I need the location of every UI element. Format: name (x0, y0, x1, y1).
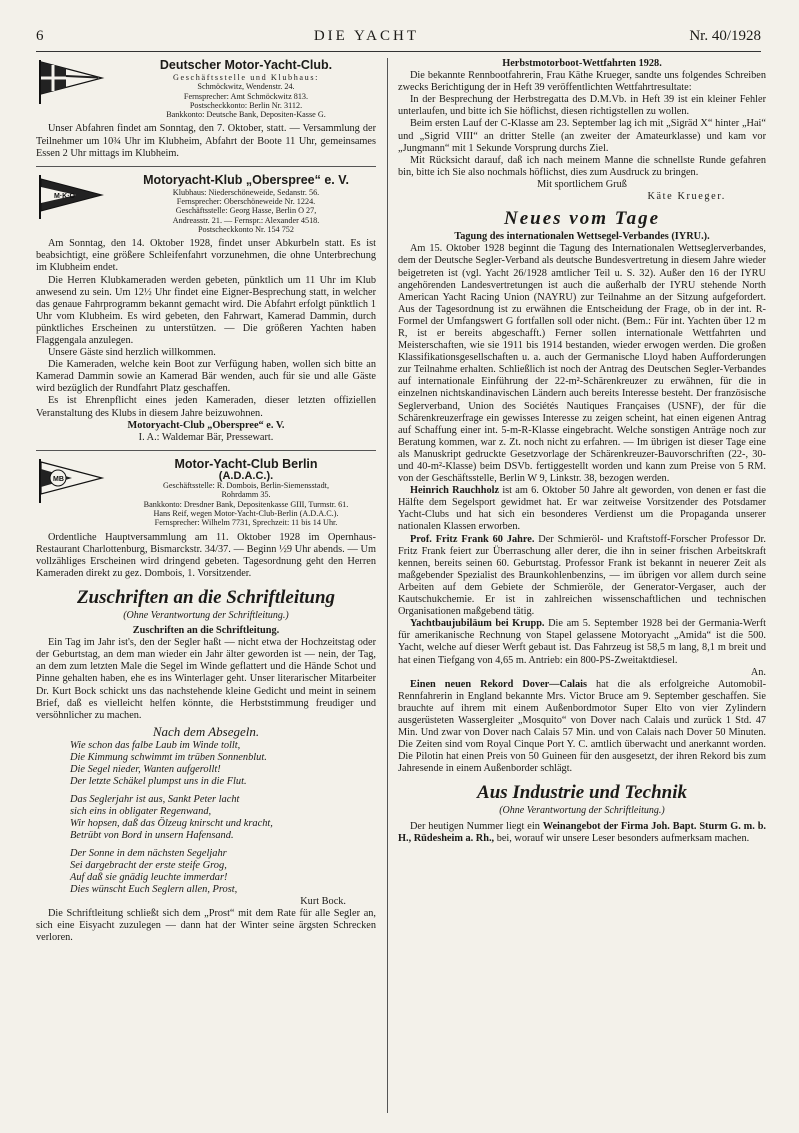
herbst-para: Mit Rücksicht darauf, daß ich nach meinem Manne die schnellste Runde gefahren bin, bitte ich Sie also nochmals höflichst, dies zum Ausdruck zu bringen. (398, 154, 766, 178)
oberspree-signature-name: I. A.: Waldemar Bär, Pressewart. (138, 431, 274, 443)
oberspree-para: Die Herren Klubkameraden werden gebeten, pünktlich um 11 Uhr im Klub anwesend zu sein. Um 12½ Uhr findet eine Eigner-Besprechung statt, in welcher das genaue Fahrprogramm bekannt gemacht wird. Die Abfahrt erfolgt pünktlich 1 Uhr vom Klubheim. Es wird gebeten, den Fahrwart, Kamerad Dammin, durch pünktliches Erscheinen zu unterstützen. — Die größeren Yachten haben Flaggengala anzulegen. (36, 274, 376, 346)
mycb-text-body: Ordentliche Hauptversammlung am 11. Oktober 1928 im Opernhaus-Restaurant Charlottenburg, Bismarckstr. 34/37. — Beginn ½9 Uhr abends. — Um vollzähliges Erscheinen wird dringend gebeten. Tagesordnung geht den Herren Kameraden direkt zu (36, 531, 376, 579)
poem-line: Wir hopsen, daß das Ölzeug knirscht und kracht, (70, 817, 273, 829)
oberspree-para: Unsere Gäste sind herzlich willkommen. (48, 347, 216, 359)
oberspree-info-line: Geschäftsstelle: Georg Hasse, Berlin O 27, (175, 206, 317, 216)
poem-line: Auf daß sie gnädig leuchte immerdar! (70, 871, 228, 883)
poem-stanza (70, 794, 376, 842)
divider (36, 166, 376, 167)
club-oberspree (36, 173, 376, 234)
mycb-subtitle: (A.D.A.C.). (218, 469, 274, 482)
oberspree-para: Die Kameraden, welche kein Boot zur Verfügung haben, wollen sich bitte an Kamerad Dammin sowie an Kamerad Bär wenden, auch für sie und alle Gäste wird bezüglich der Rundfahrt Platz geschaffen. (36, 359, 376, 395)
oberspree-pennant-icon (36, 173, 106, 219)
mycb-signature: gez. Dombois, 1. Vorsitzender. (124, 567, 252, 579)
krupp-text: Die am 5. September 1928 bei der Germania-Werft für amerikanische Rechnung von Stapel gelassene Motoryacht „Amida“ ist die 500. Yacht, welche auf dieser Werft gebaut ist. Das Fahrzeug ist 58,5 m lang, 8,1 m breit und hat einen Tiefgang von 4,65 m. Antrieb: ein 800-PS-Zweitaktdiesel. (398, 618, 767, 666)
krupp-name: Yachtbaujubiläum bei Krupp. (410, 618, 545, 630)
mycb-info (116, 457, 376, 528)
issue-number: Nr. 40/1928 (689, 28, 761, 44)
section-subtitle: (Ohne Verantwortung der Schriftleitung.) (123, 610, 289, 621)
rauchholz-item (398, 485, 766, 533)
club-dmyc (36, 58, 376, 119)
header-rule (36, 51, 761, 52)
iyru-head: Tagung des internationalen Wettsegel-Verbandes (IYRU.). (454, 231, 710, 243)
divider (36, 450, 376, 451)
industrie-text-c: bei, worauf wir unsere Leser besonders aufmerksam machen. (496, 832, 750, 844)
mycb-info-line: Hans Reif, wegen Motor-Yacht-Club-Berlin (A.D.A.C.). (153, 509, 339, 519)
dmyc-info (116, 58, 376, 119)
dmyc-info-line: Schmöckwitz, Wendenstr. 24. (197, 82, 295, 92)
oberspree-para: Es ist Ehrenpflicht eines jeden Kameraden, dieser letzten offiziellen Veranstaltung des Klubs in diesem Jahre beizuwohnen. (36, 395, 376, 419)
zuschriften-closing: Die Schriftleitung schließt sich dem „Prost“ mit dem Rate für alle Segler an, sich eine Eisyacht zuzulegen — dann hat der Winter seine ärgsten Schrecken verloren. (36, 908, 376, 944)
mycb-info-line: Fernsprecher: Wilhelm 7731, Sprechzeit: 11 bis 14 Uhr. (154, 518, 338, 528)
mycb-info-line: Bankkonto: Dresdner Bank, Depositenkasse GIII, Turmstr. 61. (143, 499, 349, 509)
mycb-name: Motor-Yacht-Club Berlin (174, 456, 318, 471)
herbst-head: Herbstmotorboot-Wettfahrten 1928. (502, 58, 662, 69)
oberspree-info-line: Klubhaus: Niederschöneweide, Sedanstr. 56. (172, 187, 320, 197)
poem-author: Kurt Bock. (300, 895, 346, 907)
zuschriften-head: Zuschriften an die Schriftleitung. (132, 625, 280, 637)
dmyc-info-line: Postscheckkonto: Berlin Nr. 3112. (189, 100, 303, 110)
poem-line: Wie schon das falbe Laub im Winde tollt, (70, 739, 241, 751)
svg-text:MB: MB (53, 475, 64, 483)
dover-name: Einen neuen Rekord Dover—Calais (410, 678, 587, 690)
frank-text: Der Schmieröl- und Kraftstoff-Forscher Professor Dr. Fritz Frank feiert zur Überraschung aller derer, die ihn in seiner frischen Arbeitskraft kennen, bereits seinen 60. Geburtstag. Professor Frank ist bekannt in neuerer Zeit als maßgebender Spezialist des Braunkohlenbenzins, — im übrigen vor allem durch seine Arbeiten auf dem Gebiete der Schmieröle, der Generator-Vergaser, auch der Kautschukchemie. Er ist in zahlreichen wissenschaftlichen und technischen Organisationen maßgebend tätig. (398, 533, 766, 618)
poem-line: Betrübt von Bord in unsern Hafensand. (70, 829, 234, 841)
industrie-subtitle: (Ohne Verantwortung der Schriftleitung.) (499, 805, 665, 817)
oberspree-info-line: Fernsprecher: Oberschöneweide Nr. 1224. (176, 197, 316, 207)
poem-title: Nach dem Absegeln. (152, 723, 260, 739)
dmyc-name: Deutscher Motor-Yacht-Club. (159, 58, 333, 72)
magazine-title: DIE YACHT (313, 28, 419, 44)
herbst-signature: Käte Krueger. (647, 191, 726, 203)
krupp-item (398, 618, 766, 666)
herbst-para: Die bekannte Rennbootfahrerin, Frau Käthe Krueger, sandte uns folgendes Schreiben zwecks Berichtigung der in Heft 39 veröffentlichten Wettfahrtresultate: (398, 70, 766, 94)
svg-text:M·K·O: M·K·O (54, 192, 75, 200)
mycb-info-line: Geschäftsstelle: R. Dombois, Berlin-Siemensstadt, (162, 481, 329, 491)
section-title-neues: Neues vom Tage (503, 208, 661, 230)
oberspree-info (116, 173, 376, 234)
poem-line: Dies wünscht Euch Seglern allen, Prost, (70, 883, 238, 895)
dmyc-info-line: Fernsprecher: Amt Schmöckwitz 813. (183, 91, 309, 101)
dmyc-pennant-icon (36, 58, 106, 104)
oberspree-info-line: Postscheckkonto Nr. 154 752 (198, 224, 294, 234)
dover-text: hat die als erfolgreiche Automobil-Rennfahrerin in England bekannte Mrs. Victor Bruce am 9. September geschaffen. Sie brauchte auf ihrem mit einem Außenbordmotor Super Elto von vier Zylindern ausgerüsteten Wassergleiter „Mosquito“ von Dover nach Calais und zurück 1 Std. 47 Min. Und zwar von Dover nach Calais 57 Min. und von Calais nach Dover 50 Minuten. Die Zeiten sind vom Royal Cinque Port Y. C. amtlich überwacht und anerkannt worden. Die Pilotin hat einen Preis von 50 Guineen für den ausgesetzt, der ihren Rekord bis zum Jahresende in einem Außenborder schlägt. (398, 678, 767, 775)
poem-line: Der letzte Schäkel plumpst uns in die Flut. (70, 775, 247, 787)
zuschriften-text: Ein Tag im Jahr ist's, den der Segler haßt — nicht etwa der Hochzeitstag oder der Geburtstag, an dem man wieder ein Jahr älter geworden ist — nein, der Tag, an dem zum letzten Male die Segel im Winde geflattert und die Hände Schot und Pinne gehalten haben, ehe es ins Winterlager geht. Unser literarischer Mitarbeiter Dr. Kurt Bock schickt uns das nachstehende kleine Gedicht und meint in seinem Brief, daß es vielleicht helfen könnte, die Herbststimmung freudiger und versöhnlicher zu machen. (36, 637, 376, 721)
club-mycb (36, 457, 376, 528)
right-column (398, 58, 766, 845)
oberspree-info-line: Andreasstr. 21. — Fernspr.: Alexander 4518. (172, 215, 320, 225)
poem-stanza (70, 740, 376, 788)
poem-line: Die Segel nieder, Wanten aufgerollt! (70, 763, 221, 775)
oberspree-name: Motoryacht-Klub „Oberspree“ e. V. (143, 172, 349, 187)
oberspree-signature-club: Motoryacht-Club „Oberspree“ e. V. (127, 419, 285, 431)
poem-line: sich eins in obligater Regenwand, (70, 805, 212, 817)
column-divider (387, 58, 388, 1113)
section-title-zuschriften: Zuschriften an die Schriftleitung (76, 587, 336, 608)
herbst-para: In der Besprechung der Herbstregatta des D.M.Vb. in Heft 39 ist ein kleiner Fehler unterlaufen, und bitte ich Sie höflichst, diesen richtigstellen zu wollen. (398, 94, 766, 118)
poem-line: Sei dargebracht der erste steife Grog, (70, 859, 227, 871)
rauchholz-name: Heinrich Rauchholz (410, 485, 500, 497)
industrie-text-b: Weinangebot der Firma Joh. Bapt. Sturm G. m. b. H., Rüdesheim a. Rh., (398, 820, 767, 844)
oberspree-para: Am Sonntag, den 14. Oktober 1928, findet unser Abkurbeln statt. Es ist beabsichtigt, eine größere Schleifenfahrt vorzunehmen, die ohne Unterbrechung im Klubheim endet. (36, 238, 376, 274)
left-column (36, 58, 376, 944)
industrie-text-a: Der heutigen Nummer liegt ein (410, 820, 540, 832)
frank-item (398, 534, 766, 619)
dmyc-info-line: Bankkonto: Deutsche Bank, Depositen-Kasse G. (166, 110, 326, 120)
poem-line: Der Sonne in dem nächsten Segeljahr (70, 847, 227, 859)
dmyc-info-line: Geschäftsstelle und Klubhaus: (173, 73, 319, 82)
dmyc-text: Unser Abfahren findet am Sonntag, den 7. Oktober, statt. — Versammlung der Teilnehmer um 10¾ Uhr im Klubheim, Abfahrt der Boote 11 Uhr, gemeinsames Essen 2 Uhr mittags im Klubheim. (36, 123, 376, 159)
poem-line: Das Seglerjahr ist aus, Sankt Peter lacht (70, 793, 240, 805)
mycb-pennant-icon (36, 457, 106, 503)
dover-item (398, 679, 766, 776)
page-header (36, 28, 761, 50)
mycb-text (36, 532, 376, 580)
mycb-info-line: Rohrdamm 35. (221, 490, 271, 500)
iyru-text: Am 15. Oktober 1928 beginnt die Tagung des Internationalen Wettseglerverbandes, dem der Deutsche Segler-Verband als deutsche Bundesvertretung in diesem Jahre wieder beigetreten ist (vgl. Yacht 26/1928 amtlicher Teil u. S. 32). Außer den 16 der IYRU angehörenden Landesvertretungen ist auch die außerhalb der IYRU stehende North American Yacht Racing Union (NAYRU) zur Teilnahme an der Sitzung aufgefordert. Aus der Tagesordnung ist zu erwähnen die Entscheidung der Frage, ob in der int. R-Formel der Umfangswert G fortfallen soll oder nicht. (Bem.: Für int. Yachten über 12 m R, ist er bereits abgeschafft.) Ferner sollen internationale Wettfahrten und Meisterschaften, wie sie 1911 bis 1914 bestanden, wieder erwogen werden. Die großen Klassifikationsgesellschaften u. a. auch der Germanische Lloyd haben Aufforderungen zur Teilnahme erhalten. Schließlich ist noch der Antrag des Deutschen Segler-Verbandes auf internationale Einführung der 22-m²-Schärenkreuzer zu erwähnen, für die in einzelnen nichtskandinavischen Ländern auch bereits Interesse besteht. Der französische Seglerverband, Union des Sociétés Nautiques Françaises (USNF), der für die Schärenkreuzerfrage ein gewisses Interesse zu zeigen scheint, hat einen eigenen Antrag auf Schaffung einer int. 5-m-R-Klasse eingebracht. Welche sonstigen Anträge noch zur Beratung kommen, war z. Zt. noch nicht zu erfahren. — Im übrigen ist dieser Tage eine als Manuskript gedruckte Gesetzvorlage der Schärenkreuzer-Bauvorschriften (22-, 30- und 40-m²-Klasse) beim DSVb. fertiggestellt worden und kann zum Preise von 5 RM. von der Geschäftsstelle, Berlin W 9, Linkstr. 38, bezogen werden. (398, 243, 766, 485)
poem-stanza (70, 848, 376, 896)
industrie-text (398, 821, 766, 845)
frank-name: Prof. Fritz Frank 60 Jahre. (410, 533, 535, 545)
krupp-signature: An. (750, 666, 766, 678)
section-title-industrie: Aus Industrie und Technik (477, 782, 687, 804)
herbst-para: Beim ersten Lauf der C-Klasse am 23. September lag ich mit „Sigräd X“ hinter „Hai“ und „Sigrid VIII“ an dritter Stelle (an zweiter der Amateurklasse) und kam vor „Jungmann“ mit 1 Sekunde Vorsprung durchs Ziel. (398, 118, 766, 154)
rauchholz-text: ist am 6. Oktober 50 Jahre alt geworden, von denen er fast die Hälfte dem Segelsport gewidmet hat. Er war zeitweise Vorsitzender des Potsdamer Yacht-Clubs und hat sich ein besonderes Verdienst um die Propaganda unserer nationalen Klassen erworben. (398, 485, 766, 533)
herbst-greeting: Mit sportlichem Gruß (537, 178, 627, 190)
page-number: 6 (36, 28, 44, 44)
poem (70, 740, 376, 896)
poem-line: Die Kimmung schwimmt im trüben Sonnenblut. (70, 751, 267, 763)
